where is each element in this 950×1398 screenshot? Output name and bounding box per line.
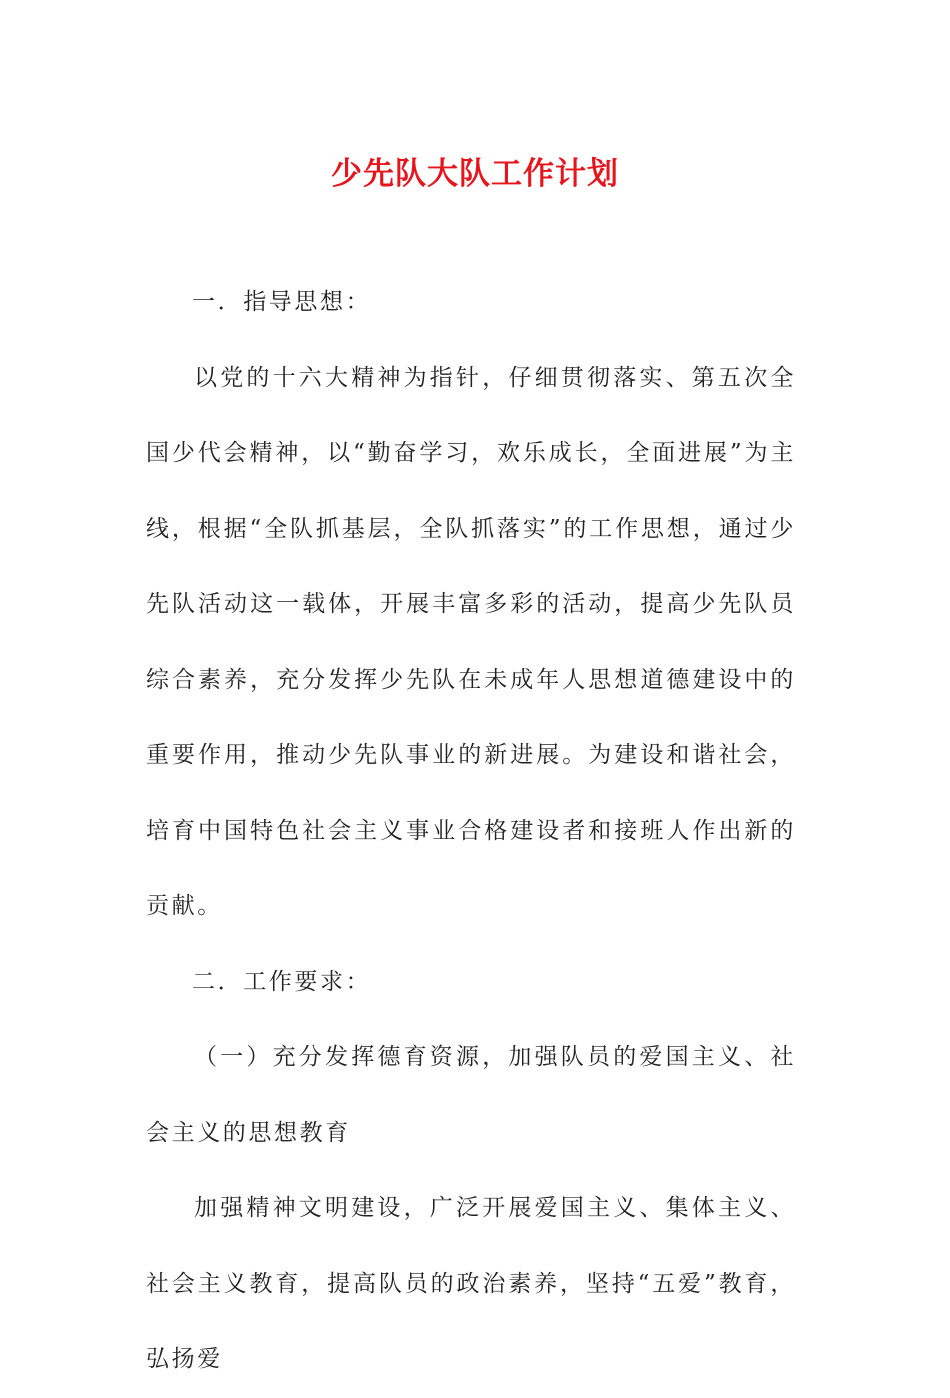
section-heading-guiding-thought: 一．指导思想：: [192, 289, 372, 315]
paragraph-guiding-thought: 以党的十六大精神为指针，仔细贯彻落实、第五次全国少代会精神，以“勤奋学习，欢乐成长，全面进展”为主线，根据“全队抓基层，全队抓落实”的工作思想，通过少先队活动这一载体，开展丰富多彩的活动，提高少先队员综合素养，充分发挥少先队在未成年人思想道德建设中的重要作用，推动少先队事业的新进展。为建设和谐社会，培育中国特色社会主义事业合格建设者和接班人作出新的贡献。: [146, 364, 796, 919]
paragraph-requirement-one-body: 加强精神文明建设，广泛开展爱国主义、集体主义、社会主义教育，提高队员的政治素养，坚持“五爱”教育，弘扬爱: [146, 1195, 796, 1372]
section-heading-work-requirements: 二．工作要求：: [192, 968, 372, 995]
document-title: 少先队大队工作计划: [331, 156, 619, 192]
document-body: [146, 265, 796, 1398]
paragraph-requirement-one-title: （一）充分发挥德育资源，加强队员的爱国主义、社会主义的思想教育: [146, 1044, 796, 1146]
